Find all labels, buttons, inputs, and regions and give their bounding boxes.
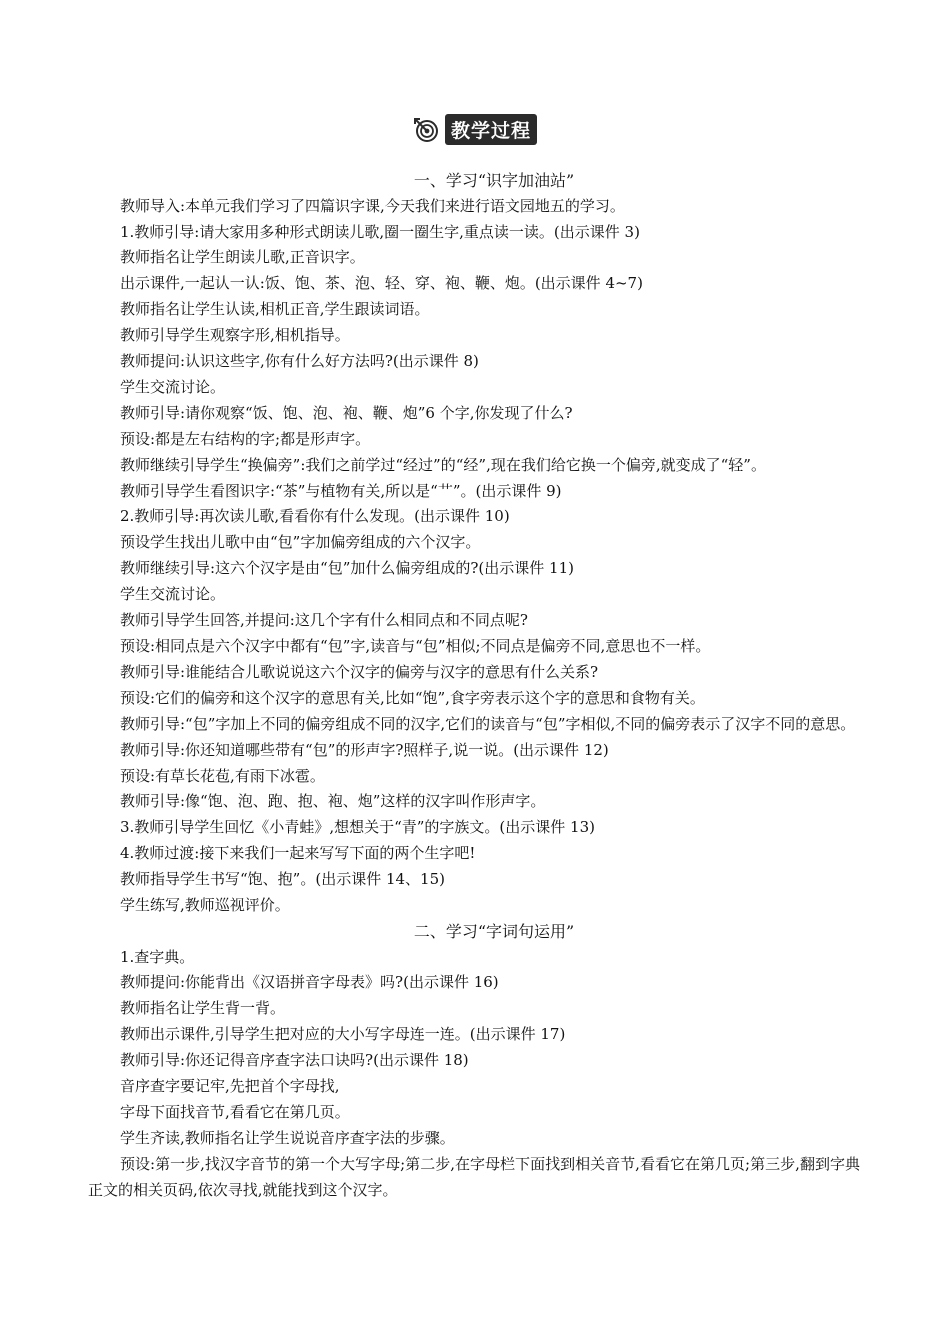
paragraph: 预设学生找出儿歌中由“包”字加偏旁组成的六个汉字。	[120, 533, 481, 552]
paragraph: 教师引导:“包”字加上不同的偏旁组成不同的汉字,它们的读音与“包”字相似,不同的偏旁表示了汉字不同的意思。	[120, 714, 856, 733]
paragraph: 4.教师过渡:接下来我们一起来写写下面的两个生字吧!	[120, 844, 476, 863]
section-badge	[413, 114, 537, 145]
section1-heading: 一、学习“识字加油站”	[413, 171, 575, 190]
paragraph: 教师提问:认识这些字,你有什么好方法吗?(出示课件 8)	[120, 352, 479, 371]
paragraph: 学生交流讨论。	[120, 585, 226, 604]
paragraph: 教师指名让学生背一背。	[120, 999, 286, 1018]
paragraph: 2.教师引导:再次读儿歌,看看你有什么发现。(出示课件 10)	[120, 507, 510, 526]
paragraph: 教师继续引导学生“换偏旁”:我们之前学过“经过”的“经”,现在我们给它换一个偏旁,就变成了“轻”。	[120, 455, 766, 474]
paragraph: 教师引导:谁能结合儿歌说说这六个汉字的偏旁与汉字的意思有什么关系?	[120, 662, 599, 681]
target-icon	[413, 117, 439, 143]
paragraph: 学生齐读,教师指名让学生说说音序查字法的步骤。	[120, 1128, 455, 1147]
paragraph: 教师引导:你还知道哪些带有“包”的形声字?照样子,说一说。(出示课件 12)	[120, 740, 609, 759]
paragraph: 教师提问:你能背出《汉语拼音字母表》吗?(出示课件 16)	[120, 973, 499, 992]
paragraph: 预设:相同点是六个汉字中都有“包”字,读音与“包”相似;不同点是偏旁不同,意思也不一样。	[120, 637, 711, 655]
paragraph: 出示课件,一起认一认:饭、饱、茶、泡、轻、穿、袍、鞭、炮。(出示课件 4~7)	[120, 274, 643, 293]
paragraph: 教师出示课件,引导学生把对应的大小写字母连一连。(出示课件 17)	[120, 1025, 566, 1044]
mnemonic-line: 音序查字要记牢,先把首个字母找,	[120, 1077, 340, 1096]
paragraph: 教师导入:本单元我们学习了四篇识字课,今天我们来进行语文园地五的学习。	[120, 196, 625, 215]
document-body	[88, 168, 860, 1204]
paragraph: 1.查字典。	[120, 947, 195, 966]
paragraph: 学生练写,教师巡视评价。	[120, 896, 290, 915]
paragraph: 教师引导学生看图识字:“茶”与植物有关,所以是“艹”。(出示课件 9)	[120, 481, 562, 500]
paragraph: 教师指名让学生认读,相机正音,学生跟读词语。	[120, 300, 430, 319]
paragraph: 教师引导:像“饱、泡、跑、抱、袍、炮”这样的汉字叫作形声字。	[120, 792, 546, 811]
paragraph: 预设:它们的偏旁和这个汉字的意思有关,比如“饱”,食字旁表示这个字的意思和食物有关。	[120, 688, 705, 707]
paragraph: 预设:都是左右结构的字;都是形声字。	[120, 429, 371, 448]
mnemonic-line: 字母下面找音节,看看它在第几页。	[120, 1103, 350, 1121]
badge-title: 教学过程	[445, 114, 537, 145]
paragraph: 教师引导:你还记得音序查字法口诀吗?(出示课件 18)	[120, 1051, 469, 1070]
paragraph: 教师指导学生书写“饱、抱”。(出示课件 14、15)	[120, 870, 445, 889]
section2-heading: 二、学习“字词句运用”	[413, 921, 575, 941]
paragraph: 学生交流讨论。	[120, 377, 226, 396]
paragraph: 预设:有草长花苞,有雨下冰雹。	[120, 766, 325, 785]
paragraph: 教师引导:请你观察“饭、饱、泡、袍、鞭、炮”6 个字,你发现了什么?	[120, 403, 573, 422]
paragraph: 1.教师引导:请大家用多种形式朗读儿歌,圈一圈生字,重点读一读。(出示课件 3)	[120, 222, 640, 241]
section-badge-container	[0, 114, 950, 147]
paragraph: 教师引导学生观察字形,相机指导。	[120, 326, 350, 345]
paragraph: 教师继续引导:这六个汉字是由“包”加什么偏旁组成的?(出示课件 11)	[120, 559, 574, 578]
paragraph: 3.教师引导学生回忆《小青蛙》,想想关于“青”的字族文。(出示课件 13)	[120, 818, 595, 837]
paragraph: 预设:第一步,找汉字音节的第一个大写字母;第二步,在字母栏下面找到相关音节,看看它在第几页;第三步,翻到字典正文的相关页码,依次寻找,就能找到这个汉字。	[88, 1154, 860, 1199]
paragraph: 教师指名让学生朗读儿歌,正音识字。	[120, 248, 365, 267]
paragraph: 教师引导学生回答,并提问:这几个字有什么相同点和不同点呢?	[120, 611, 528, 630]
